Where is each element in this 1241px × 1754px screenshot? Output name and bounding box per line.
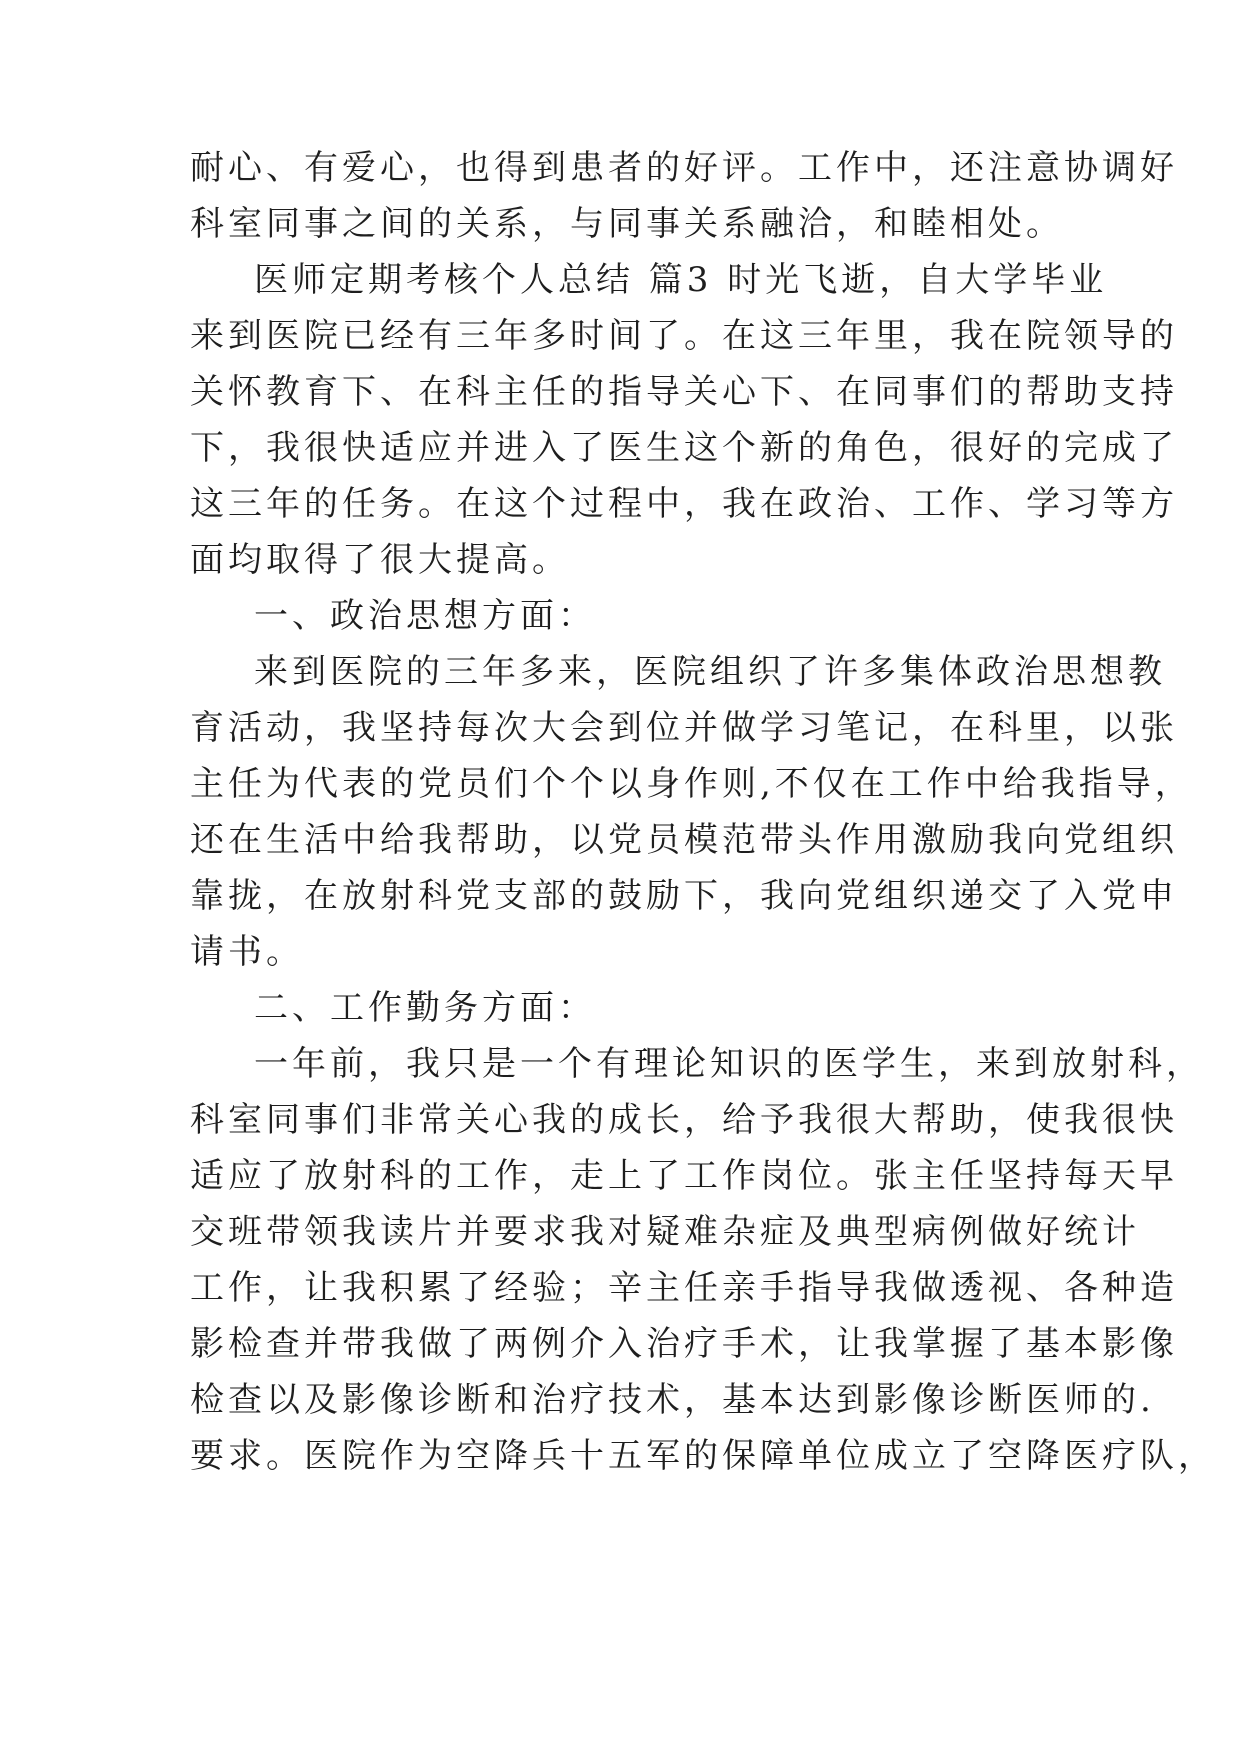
subheading-work: 二、工作勤务方面：	[254, 988, 596, 1028]
text-line: 下，我很快适应并进入了医生这个新的角色，很好的完成了	[190, 428, 1178, 468]
section-heading-line: 医师定期考核个人总结 篇3 时光飞逝，自大学毕业	[254, 260, 1108, 300]
text-line: 适应了放射科的工作，走上了工作岗位。张主任坚持每天早	[190, 1156, 1178, 1196]
text-line: 交班带领我读片并要求我对疑难杂症及典型病例做好统计	[190, 1212, 1140, 1252]
text-line: 检查以及影像诊断和治疗技术，基本达到影像诊断医师的.	[190, 1380, 1155, 1420]
text-line: 工作，让我积累了经验；辛主任亲手指导我做透视、各种造	[190, 1268, 1178, 1308]
text-line: 面均取得了很大提高。	[190, 540, 570, 580]
text-line: 一年前，我只是一个有理论知识的医学生，来到放射科，	[254, 1044, 1204, 1084]
text-line: 这三年的任务。在这个过程中，我在政治、工作、学习等方	[190, 484, 1178, 524]
text-line: 要求。医院作为空降兵十五军的保障单位成立了空降医疗队，	[190, 1436, 1216, 1476]
subheading-political: 一、政治思想方面：	[254, 596, 596, 636]
text-line: 科室同事们非常关心我的成长，给予我很大帮助，使我很快	[190, 1100, 1178, 1140]
text-line: 科室同事之间的关系，与同事关系融洽，和睦相处。	[190, 204, 1064, 244]
text-line: 关怀教育下、在科主任的指导关心下、在同事们的帮助支持	[190, 372, 1178, 412]
text-line: 请书。	[190, 932, 304, 972]
text-line: 靠拢，在放射科党支部的鼓励下，我向党组织递交了入党申	[190, 876, 1178, 916]
text-line: 来到医院已经有三年多时间了。在这三年里，我在院领导的	[190, 316, 1178, 356]
text-line: 还在生活中给我帮助，以党员模范带头作用激励我向党组织	[190, 820, 1178, 860]
text-line: 影检查并带我做了两例介入治疗手术，让我掌握了基本影像	[190, 1324, 1178, 1364]
text-line: 来到医院的三年多来，医院组织了许多集体政治思想教	[254, 652, 1166, 692]
text-line: 主任为代表的党员们个个以身作则,不仅在工作中给我指导，	[190, 764, 1193, 804]
text-line: 育活动，我坚持每次大会到位并做学习笔记，在科里，以张	[190, 708, 1178, 748]
text-line: 耐心、有爱心，也得到患者的好评。工作中，还注意协调好	[190, 148, 1178, 188]
document-page	[190, 140, 1216, 1484]
